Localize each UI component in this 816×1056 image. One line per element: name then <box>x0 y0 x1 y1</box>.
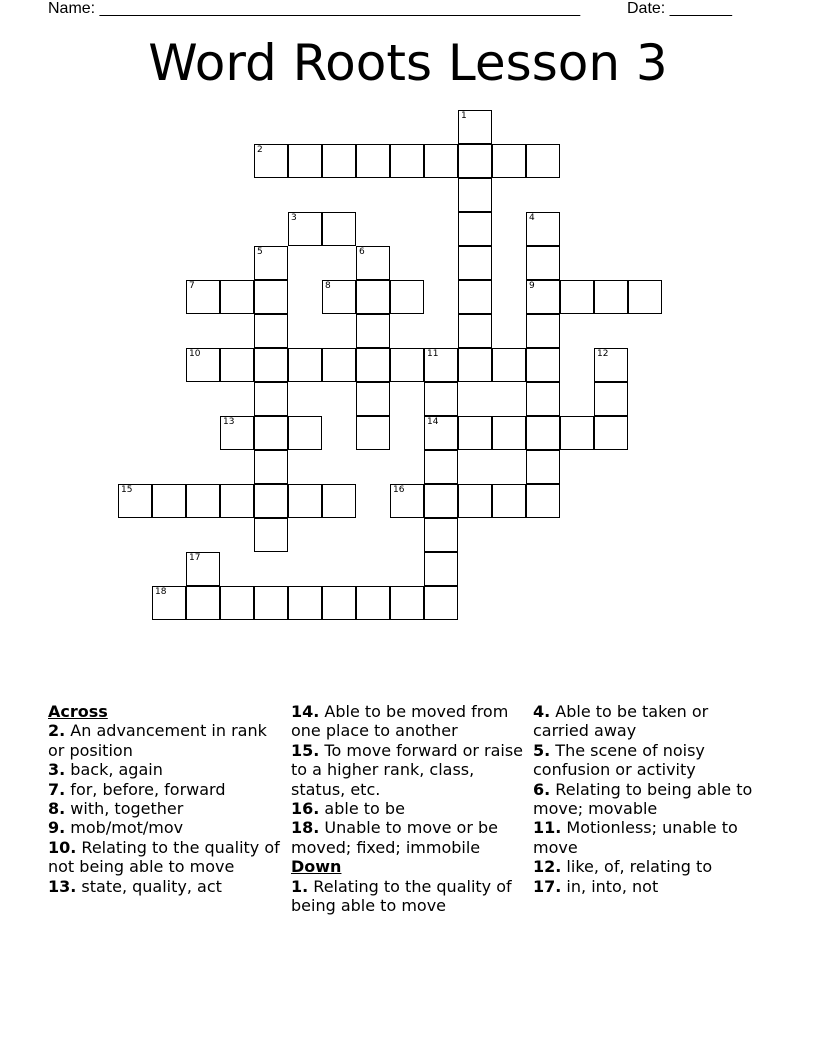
crossword-cell[interactable] <box>492 484 526 518</box>
clue-number: 16. <box>291 799 320 819</box>
crossword-cell[interactable] <box>220 280 254 314</box>
crossword-cell[interactable] <box>288 348 322 382</box>
clue-text: Relating to the quality of not being able to move <box>48 837 280 877</box>
clue-number: 17. <box>533 876 562 896</box>
crossword-cell[interactable] <box>186 586 220 620</box>
crossword-cell[interactable] <box>322 484 356 518</box>
clue-text: To move forward or raise to a higher rank, class, status, etc. <box>291 740 524 799</box>
clue-number: 14 <box>427 417 439 427</box>
clue-item <box>291 799 527 818</box>
clue-item <box>48 780 284 799</box>
crossword-cell[interactable] <box>424 518 458 552</box>
crossword-cell[interactable] <box>526 314 560 348</box>
clue-number: 4 <box>529 213 535 223</box>
clue-number: 10 <box>189 349 201 359</box>
crossword-cell[interactable] <box>356 314 390 348</box>
crossword-cell[interactable] <box>356 416 390 450</box>
clue-number: 16 <box>393 485 405 495</box>
crossword-cell[interactable] <box>526 348 560 382</box>
clue-text: like, of, relating to <box>561 857 713 877</box>
clue-text: Able to be moved from one place to another <box>291 702 509 741</box>
clue-text: mob/mot/mov <box>65 818 184 838</box>
clue-text: Relating to being able to move; movable <box>533 779 753 819</box>
crossword-cell[interactable] <box>356 144 390 178</box>
crossword-cell[interactable] <box>254 484 288 518</box>
crossword-cell[interactable] <box>288 416 322 450</box>
name-field-label: Name: ______________________________________________________ <box>48 0 581 17</box>
clue-text: state, quality, act <box>76 876 222 896</box>
crossword-cell[interactable] <box>594 348 628 382</box>
clue-item <box>533 702 769 741</box>
crossword-cell[interactable] <box>254 314 288 348</box>
crossword-cell[interactable] <box>458 348 492 382</box>
clues-column-3 <box>533 702 769 896</box>
crossword-cell[interactable] <box>356 280 390 314</box>
crossword-cell[interactable] <box>424 382 458 416</box>
clue-item <box>291 818 527 857</box>
crossword-cell[interactable] <box>254 280 288 314</box>
crossword-cell[interactable] <box>424 348 458 382</box>
crossword-cell[interactable] <box>458 416 492 450</box>
crossword-cell[interactable] <box>356 246 390 280</box>
crossword-cell[interactable] <box>526 280 560 314</box>
crossword-cell[interactable] <box>322 280 356 314</box>
crossword-cell[interactable] <box>220 586 254 620</box>
clue-item <box>48 760 284 779</box>
crossword-cell[interactable] <box>322 144 356 178</box>
crossword-cell[interactable] <box>356 586 390 620</box>
crossword-cell[interactable] <box>526 212 560 246</box>
clue-number: 3. <box>48 760 66 780</box>
crossword-cell[interactable] <box>628 280 662 314</box>
crossword-cell[interactable] <box>254 348 288 382</box>
clue-text: Relating to the quality of being able to move <box>291 876 512 916</box>
clue-number: 8 <box>325 281 331 291</box>
clue-item <box>533 780 769 819</box>
crossword-cell[interactable] <box>594 382 628 416</box>
clue-number: 18. <box>291 818 320 838</box>
clue-text: The scene of noisy confusion or activity <box>533 740 705 780</box>
clue-number: 13 <box>223 417 235 427</box>
clue-number: 1 <box>461 111 467 121</box>
clue-number: 2. <box>48 721 66 741</box>
clue-number: 2 <box>257 145 263 155</box>
crossword-cell[interactable] <box>390 348 424 382</box>
clue-number: 6 <box>359 247 365 257</box>
clue-number: 13. <box>48 876 77 896</box>
across-heading: Across <box>48 702 108 721</box>
crossword-cell[interactable] <box>254 518 288 552</box>
clue-number: 12. <box>533 857 562 877</box>
crossword-cell[interactable] <box>560 416 594 450</box>
clue-text: with, together <box>65 799 184 819</box>
crossword-cell[interactable] <box>322 586 356 620</box>
clue-number: 11 <box>427 349 439 359</box>
clue-item <box>291 877 527 916</box>
crossword-cell[interactable] <box>492 348 526 382</box>
clue-number: 17 <box>189 553 201 563</box>
crossword-cell[interactable] <box>390 144 424 178</box>
clue-number: 9. <box>48 818 66 838</box>
clue-number: 8. <box>48 799 66 819</box>
crossword-cell[interactable] <box>186 280 220 314</box>
crossword-cell[interactable] <box>458 314 492 348</box>
crossword-cell[interactable] <box>424 416 458 450</box>
clue-text: able to be <box>319 799 405 819</box>
clue-text: An advancement in rank or position <box>48 721 267 760</box>
clue-number: 3 <box>291 213 297 223</box>
clue-item <box>291 741 527 799</box>
crossword-cell[interactable] <box>492 144 526 178</box>
crossword-cell[interactable] <box>322 212 356 246</box>
clue-number: 5 <box>257 247 263 257</box>
crossword-cell[interactable] <box>458 144 492 178</box>
clue-number: 12 <box>597 349 609 359</box>
clue-number: 1. <box>291 876 309 896</box>
crossword-cell[interactable] <box>458 212 492 246</box>
crossword-cell[interactable] <box>424 450 458 484</box>
crossword-cell[interactable] <box>458 110 492 144</box>
crossword-cell[interactable] <box>322 348 356 382</box>
crossword-cell[interactable] <box>526 416 560 450</box>
crossword-cell[interactable] <box>390 484 424 518</box>
clue-number: 15. <box>291 740 320 760</box>
clue-number: 11. <box>533 818 562 838</box>
clue-number: 14. <box>291 702 320 721</box>
clue-number: 9 <box>529 281 535 291</box>
crossword-cell[interactable] <box>526 450 560 484</box>
clue-number: 4. <box>533 702 551 721</box>
crossword-cell[interactable] <box>288 144 322 178</box>
clue-text: Able to be taken or carried away <box>533 702 709 741</box>
clue-item <box>48 877 284 896</box>
clue-text: Motionless; unable to move <box>533 818 738 857</box>
crossword-cell[interactable] <box>186 484 220 518</box>
crossword-cell[interactable] <box>526 382 560 416</box>
clue-item <box>533 857 769 876</box>
crossword-cell[interactable] <box>152 586 186 620</box>
crossword-cell[interactable] <box>526 144 560 178</box>
clue-text: for, before, forward <box>65 779 226 799</box>
crossword-cell[interactable] <box>356 382 390 416</box>
crossword-cell[interactable] <box>492 416 526 450</box>
crossword-cell[interactable] <box>424 144 458 178</box>
clue-number: 15 <box>121 485 133 495</box>
crossword-cell[interactable] <box>390 280 424 314</box>
crossword-cell[interactable] <box>288 212 322 246</box>
clue-number: 6. <box>533 779 551 799</box>
clue-item <box>291 702 527 741</box>
down-heading: Down <box>291 857 342 877</box>
crossword-cell[interactable] <box>118 484 152 518</box>
clue-item <box>533 741 769 780</box>
clue-item <box>533 877 769 896</box>
crossword-cell[interactable] <box>186 552 220 586</box>
crossword-cell[interactable] <box>220 348 254 382</box>
crossword-cell[interactable] <box>594 280 628 314</box>
clue-number: 7 <box>189 281 195 291</box>
crossword-cell[interactable] <box>220 484 254 518</box>
crossword-cell[interactable] <box>356 348 390 382</box>
crossword-cell[interactable] <box>424 586 458 620</box>
clue-item <box>533 818 769 857</box>
crossword-cell[interactable] <box>254 382 288 416</box>
clue-number: 18 <box>155 587 167 597</box>
clues-column-1 <box>48 702 284 896</box>
crossword-cell[interactable] <box>254 416 288 450</box>
clue-number: 7. <box>48 779 66 799</box>
crossword-cell[interactable] <box>458 484 492 518</box>
clue-number: 10. <box>48 837 77 857</box>
crossword-cell[interactable] <box>526 484 560 518</box>
clue-text: in, into, not <box>561 876 659 896</box>
crossword-cell[interactable] <box>254 246 288 280</box>
crossword-cell[interactable] <box>424 552 458 586</box>
clue-number: 5. <box>533 740 551 760</box>
crossword-cell[interactable] <box>220 416 254 450</box>
crossword-cell[interactable] <box>254 450 288 484</box>
crossword-cell[interactable] <box>594 416 628 450</box>
crossword-cell[interactable] <box>526 246 560 280</box>
clue-item <box>48 838 284 877</box>
clue-item <box>48 818 284 837</box>
page-title: Word Roots Lesson 3 <box>148 34 668 92</box>
crossword-cell[interactable] <box>390 586 424 620</box>
crossword-cell[interactable] <box>560 280 594 314</box>
crossword-cell[interactable] <box>152 484 186 518</box>
crossword-cell[interactable] <box>186 348 220 382</box>
date-field-label: Date: _______ <box>627 0 732 17</box>
clue-text: back, again <box>65 760 163 780</box>
clue-item <box>48 799 284 818</box>
clue-item <box>48 721 284 760</box>
crossword-cell[interactable] <box>458 178 492 212</box>
crossword-cell[interactable] <box>288 484 322 518</box>
crossword-cell[interactable] <box>288 586 322 620</box>
clues-column-2 <box>291 702 527 915</box>
clue-text: Unable to move or be moved; fixed; immobile <box>291 818 498 857</box>
crossword-cell[interactable] <box>254 144 288 178</box>
crossword-cell[interactable] <box>458 280 492 314</box>
crossword-cell[interactable] <box>458 246 492 280</box>
crossword-cell[interactable] <box>424 484 458 518</box>
crossword-cell[interactable] <box>254 586 288 620</box>
